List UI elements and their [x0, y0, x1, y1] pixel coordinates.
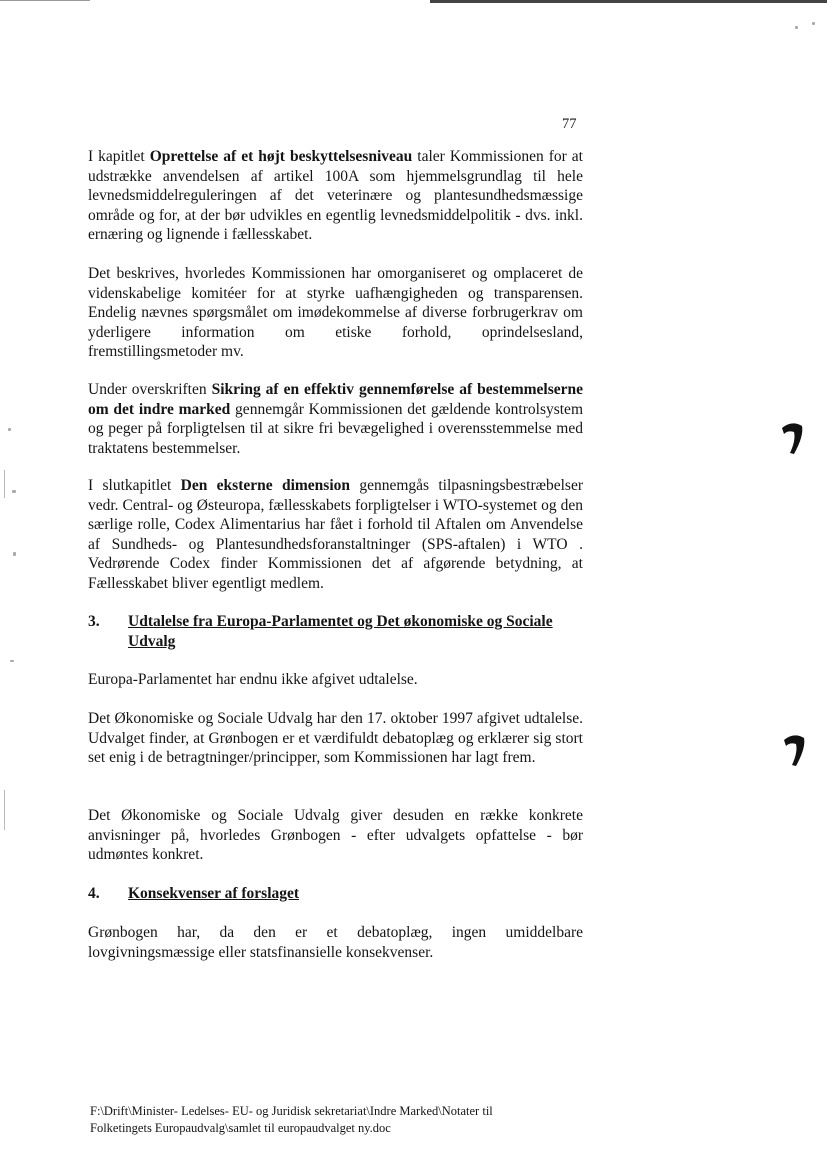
scan-speck	[13, 552, 16, 556]
paragraph-4-bold-term: Den eksterne dimension	[180, 477, 350, 494]
scan-speck	[12, 490, 16, 493]
paragraph-3-text-b: gennemgår Kommissionen det gældende kontrolsystem og peger på forpligtelsen til at sikre fri bevægelighed i overensstemmelse med traktatens bestemmelser.	[88, 400, 583, 457]
paragraph-4	[88, 476, 583, 594]
section-4-paragraph-1: Grønbogen har, da den er et debatoplæg, ingen umiddelbare lovgivningsmæssige eller statsfinansielle konsekvenser.	[88, 924, 583, 961]
paragraph-3-bold-term: Sikring af en effektiv gennemførelse af bestemmelserne om det indre marked	[88, 381, 583, 418]
paragraph-2	[88, 264, 583, 362]
scan-edge-line-right	[430, 0, 827, 3]
paragraph-1-text-b: taler Kommissionen for at udstrække anvendelsen af artikel 100A som hjemmelsgrundlag til hele levnedsmiddelreguleringen af det veterinære og plantesundhedsmæssige område og for, at der bør udvikles en egentlig levnedsmiddelpolitik - dvs. inkl. ernæring og lignende i fællesskabet.	[88, 148, 583, 244]
paragraph-4-text-b: gennemgås tilpasningsbestræbelser vedr. Central- og Østeuropa, fællesskabets forpligtelser i WTO-systemet og den særlige rolle, Codex Alimentarius har fået i forhold til Aftalen om Anvendelse af Sundheds- og Plantesundhedsforanstaltninger (SPS-aftalen) i WTO . Vedrørende Codex finder Kommissionen det af afgørende betydning, at Fællesskabet bliver egentligt medlem.	[88, 477, 583, 592]
page-number: 77	[562, 116, 577, 132]
paragraph-1	[88, 147, 583, 245]
paragraph-1-text-a: I kapitlet	[88, 148, 150, 165]
paragraph-3-text-a: Under overskriften	[88, 381, 212, 398]
section-3-paragraph-2: Det Økonomiske og Sociale Udvalg har den 17. oktober 1997 afgivet udtalelse. Udvalget finder, at Grønbogen er et værdifuldt debatoplæg og erklærer sig stort set enig i de betragtninger/principper, som Kommissionen har lagt frem.	[88, 710, 583, 767]
scan-speck	[8, 428, 11, 431]
section-4-heading	[88, 884, 583, 904]
footer-line-2: Folketingets Europaudvalg\samlet til europaudvalget ny.doc	[90, 1120, 391, 1135]
punch-hole-mark-upper	[778, 418, 808, 458]
scan-margin-line	[4, 470, 5, 498]
section-3-paragraph-1: Europa-Parlamentet har endnu ikke afgivet udtalelse.	[88, 671, 418, 688]
section-4-number: 4.	[88, 885, 100, 902]
paragraph-1-bold-term: Oprettelse af et højt beskyttelsesniveau	[149, 148, 413, 165]
paragraph-2-text: Det beskrives, hvorledes Kommissionen har omorganiseret og omplaceret de videnskabelige komitéer for at styrke uafhængigheden og transparensen. Endelig nævnes spørgsmålet om imødekommelse af diverse forbrugerkrav om yderligere information om etiske forhold, oprindelsesland, fremstillingsmetoder mv.	[88, 265, 583, 361]
paragraph-3	[88, 380, 583, 458]
scan-speck	[795, 26, 798, 29]
footer-line-1: F:\Drift\Minister- Ledelses- EU- og Juridisk sekretariat\Indre Marked\Notater til	[90, 1104, 493, 1118]
footer-file-path	[90, 1103, 570, 1136]
scan-speck	[812, 22, 815, 25]
section-3-heading	[88, 612, 583, 651]
scan-edge-line-left	[0, 0, 90, 1]
punch-hole-mark-lower	[780, 730, 810, 770]
paragraph-4-text-a: I slutkapitlet	[88, 477, 181, 494]
scan-speck	[10, 660, 14, 662]
section-3-title: Udtalelse fra Europa-Parlamentet og Det økonomiske og Sociale Udvalg	[128, 613, 553, 650]
section-4-title: Konsekvenser af forslaget	[128, 885, 300, 902]
section-3-number: 3.	[88, 613, 100, 630]
section-3-paragraph-3: Det Økonomiske og Sociale Udvalg giver desuden en række konkrete anvisninger på, hvorledes Grønbogen - efter udvalgets opfattelse - bør udmøntes konkret.	[88, 807, 583, 864]
scan-margin-line	[4, 790, 5, 830]
